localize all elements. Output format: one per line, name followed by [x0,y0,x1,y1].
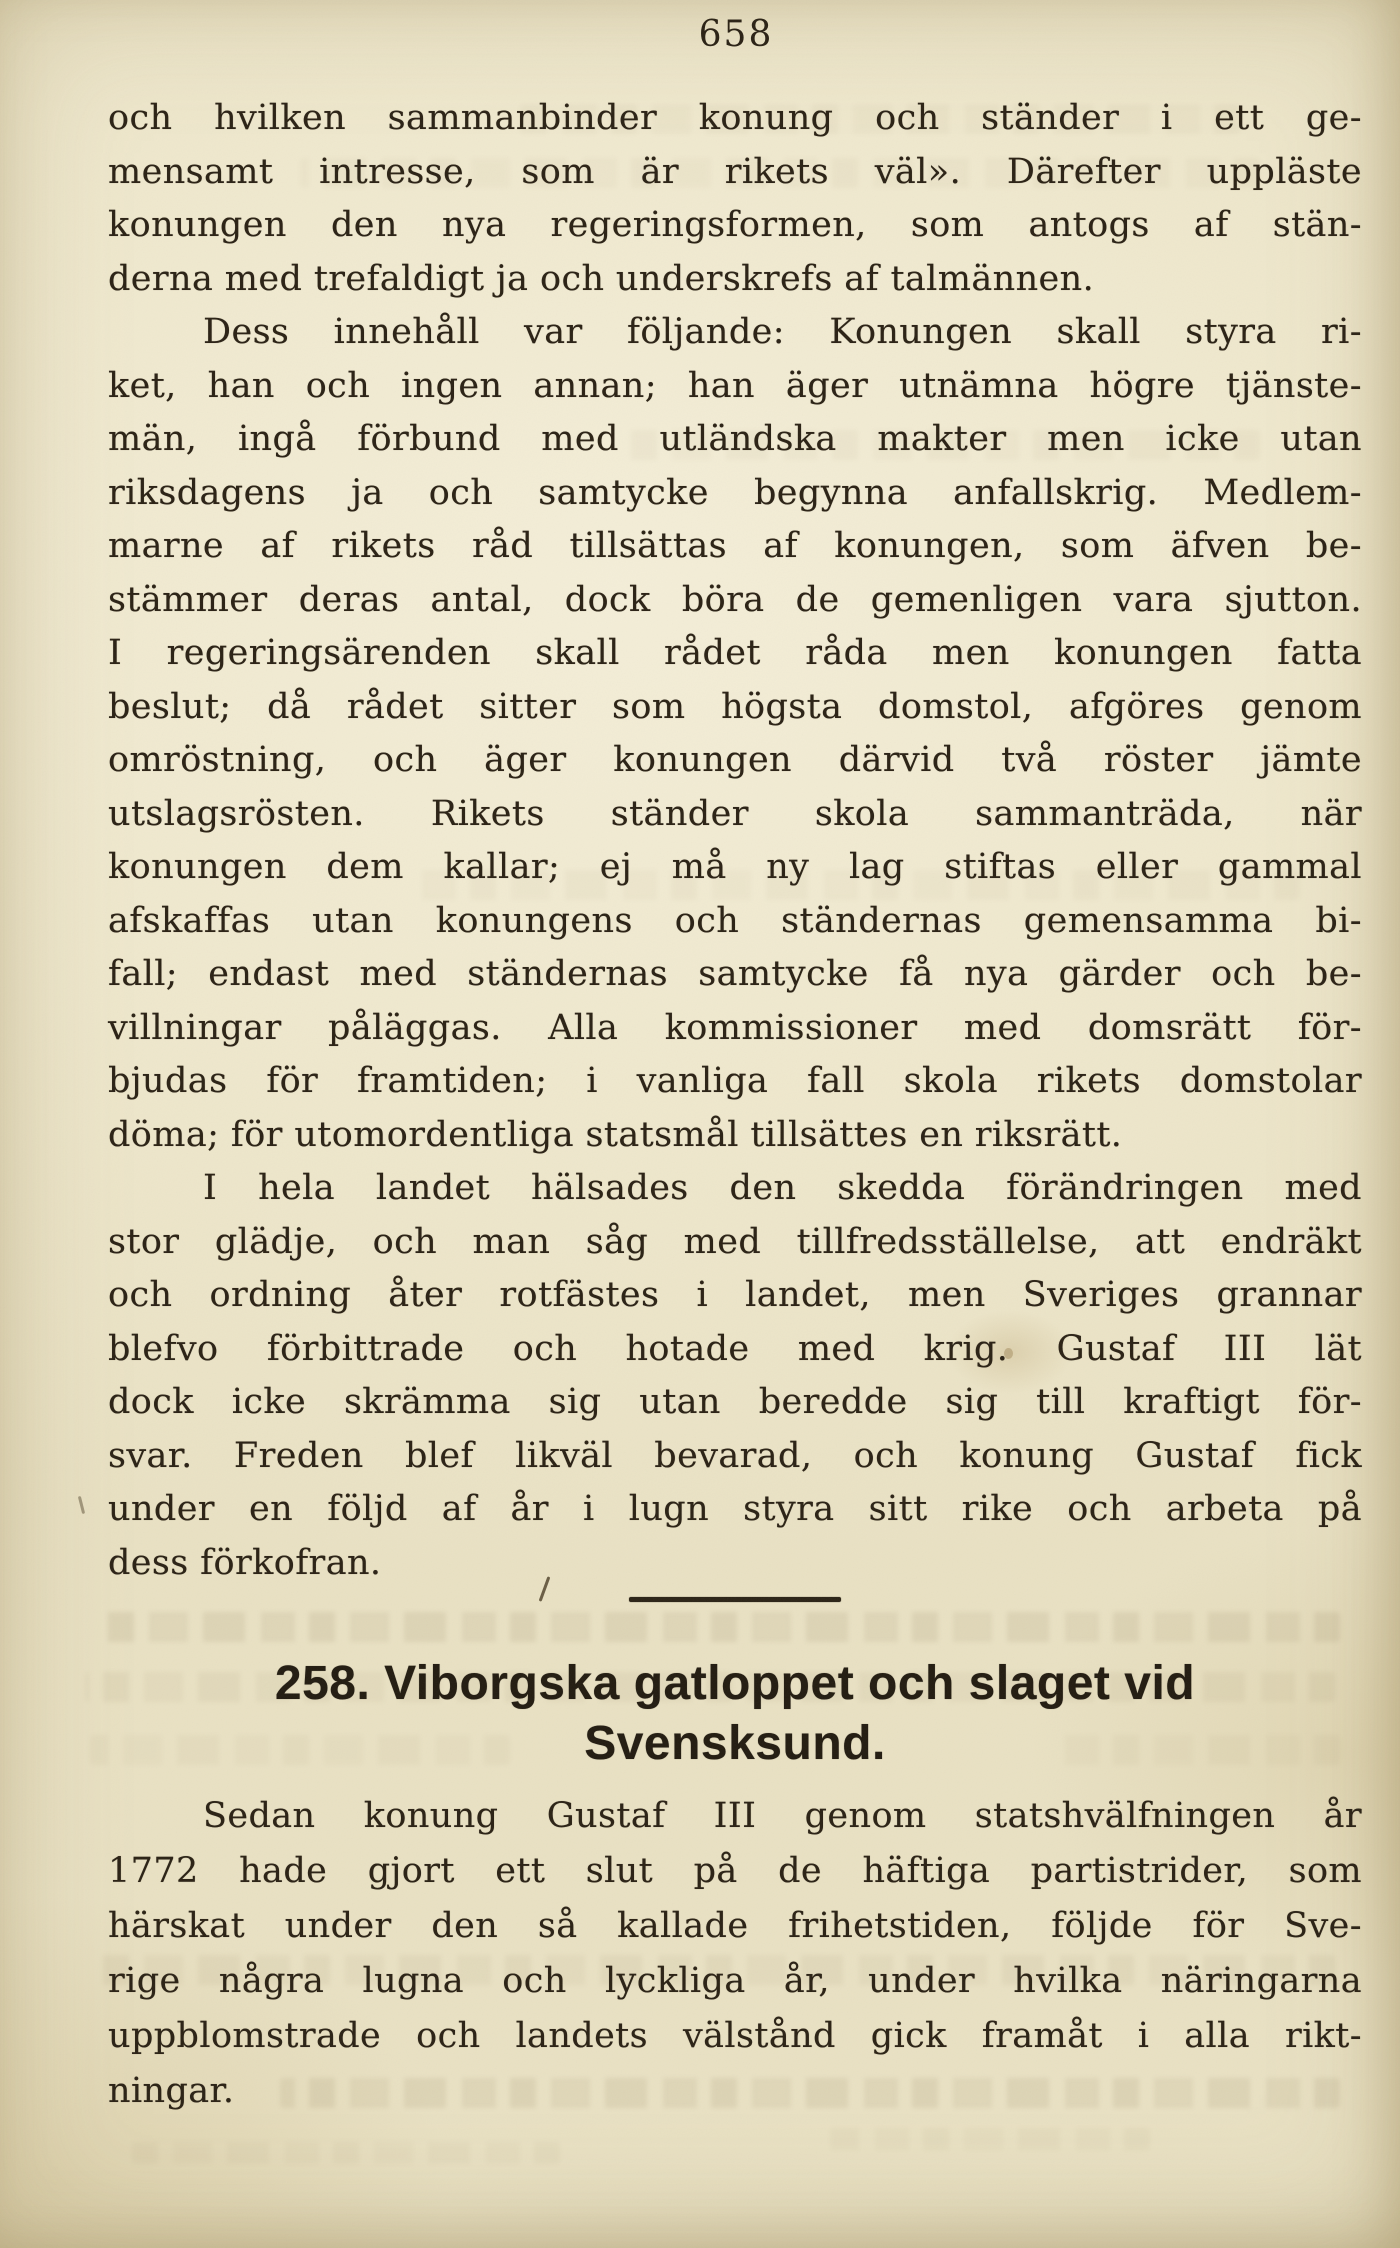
bleedthrough-ghost [130,2142,560,2164]
paragraph [108,92,1362,306]
text-line: döma; för utomordentliga statsmål tillsättes en riksrätt. [108,1114,1123,1155]
text-line: mensamt intresse, som är rikets väl». Därefter uppläste [108,151,1362,192]
text-line: 1772 hade gjort ett slut på de häftiga partistrider, som [108,1851,1362,1891]
text-line: dock icke skrämma sig utan beredde sig till kraftigt för- [108,1382,1362,1422]
text-line: Dess innehåll var följande: Konungen skall styra ri- [203,312,1362,352]
text-line: riksdagens ja och samtycke begynna anfallskrig. Medlem- [108,472,1362,513]
text-line: och hvilken sammanbinder konung och ständer i ett ge- [108,98,1362,138]
text-line: härskat under den så kallade frihetstiden, följde för Sve- [108,1906,1362,1946]
text-line: och ordning åter rotfästes i landet, men Sveriges grannar [108,1275,1362,1315]
text-line: konungen den nya regeringsformen, som antogs af stän- [108,205,1362,245]
text-line: rige några lugna och lyckliga år, under hvilka näringarna [108,1961,1362,2001]
section-divider [629,1597,841,1602]
text-line: stämmer deras antal, dock böra de gemenligen vara sjutton. [108,579,1362,620]
text-line: konungen dem kallar; ej må ny lag stiftas eller gammal [108,847,1362,887]
heading-line-2: Svensksund. [584,1717,886,1770]
body-text [108,92,1362,2119]
text-line: I hela landet hälsades den skedda förändringen med [203,1168,1362,1208]
text-line: svar. Freden blef likväl bevarad, och konung Gustaf fick [108,1435,1362,1476]
text-line: Sedan konung Gustaf III genom statshvälfningen år [203,1796,1362,1836]
text-line: stor glädje, och man såg med tillfredsställelse, att endräkt [108,1221,1362,1262]
page-number: 658 [698,14,774,55]
bleedthrough-ghost [830,2128,1150,2150]
text-line: under en följd af år i lugn styra sitt rike och arbeta på [108,1489,1362,1529]
text-line: villningar påläggas. Alla kommissioner med domsrätt för- [108,1007,1362,1048]
paragraph [108,1789,1362,2119]
text-line: uppblomstrade och landets välstånd gick framåt i alla rikt- [108,2016,1362,2056]
paragraph [108,1162,1362,1590]
text-line: bjudas för framtiden; i vanliga fall skola rikets domstolar [108,1061,1362,1101]
text-line: I regeringsärenden skall rådet råda men konungen fatta [108,633,1362,673]
text-line: ket, han och ingen annan; han äger utnämna högre tjänste- [108,365,1362,406]
text-line: omröstning, och äger konungen därvid två röster jämte [108,740,1362,780]
text-line: beslut; då rådet sitter som högsta domstol, afgöres genom [108,686,1362,727]
text-line: fall; endast med ständernas samtycke få nya gärder och be- [108,954,1362,994]
text-line: derna med trefaldigt ja och underskrefs af talmännen. [108,258,1095,299]
text-line: ningar. [108,2071,235,2111]
section-heading [108,1654,1362,1774]
text-line: män, ingå förbund med utländska makter men icke utan [108,419,1362,459]
text-line: marne af rikets råd tillsättas af konungen, som äfven be- [108,526,1362,566]
text-line: utslagsrösten. Rikets ständer skola sammanträda, när [108,793,1362,834]
ink-speck [78,1496,85,1514]
heading-line-1: 258. Viborgska gatloppet och slaget vid [274,1657,1196,1710]
text-line: blefvo förbittrade och hotade med krig. Gustaf III lät [108,1328,1362,1369]
text-line: afskaffas utan konungens och ständernas gemensamma bi- [108,900,1362,941]
paragraph [108,306,1362,1162]
text-line: dess förkofran. [108,1542,382,1583]
